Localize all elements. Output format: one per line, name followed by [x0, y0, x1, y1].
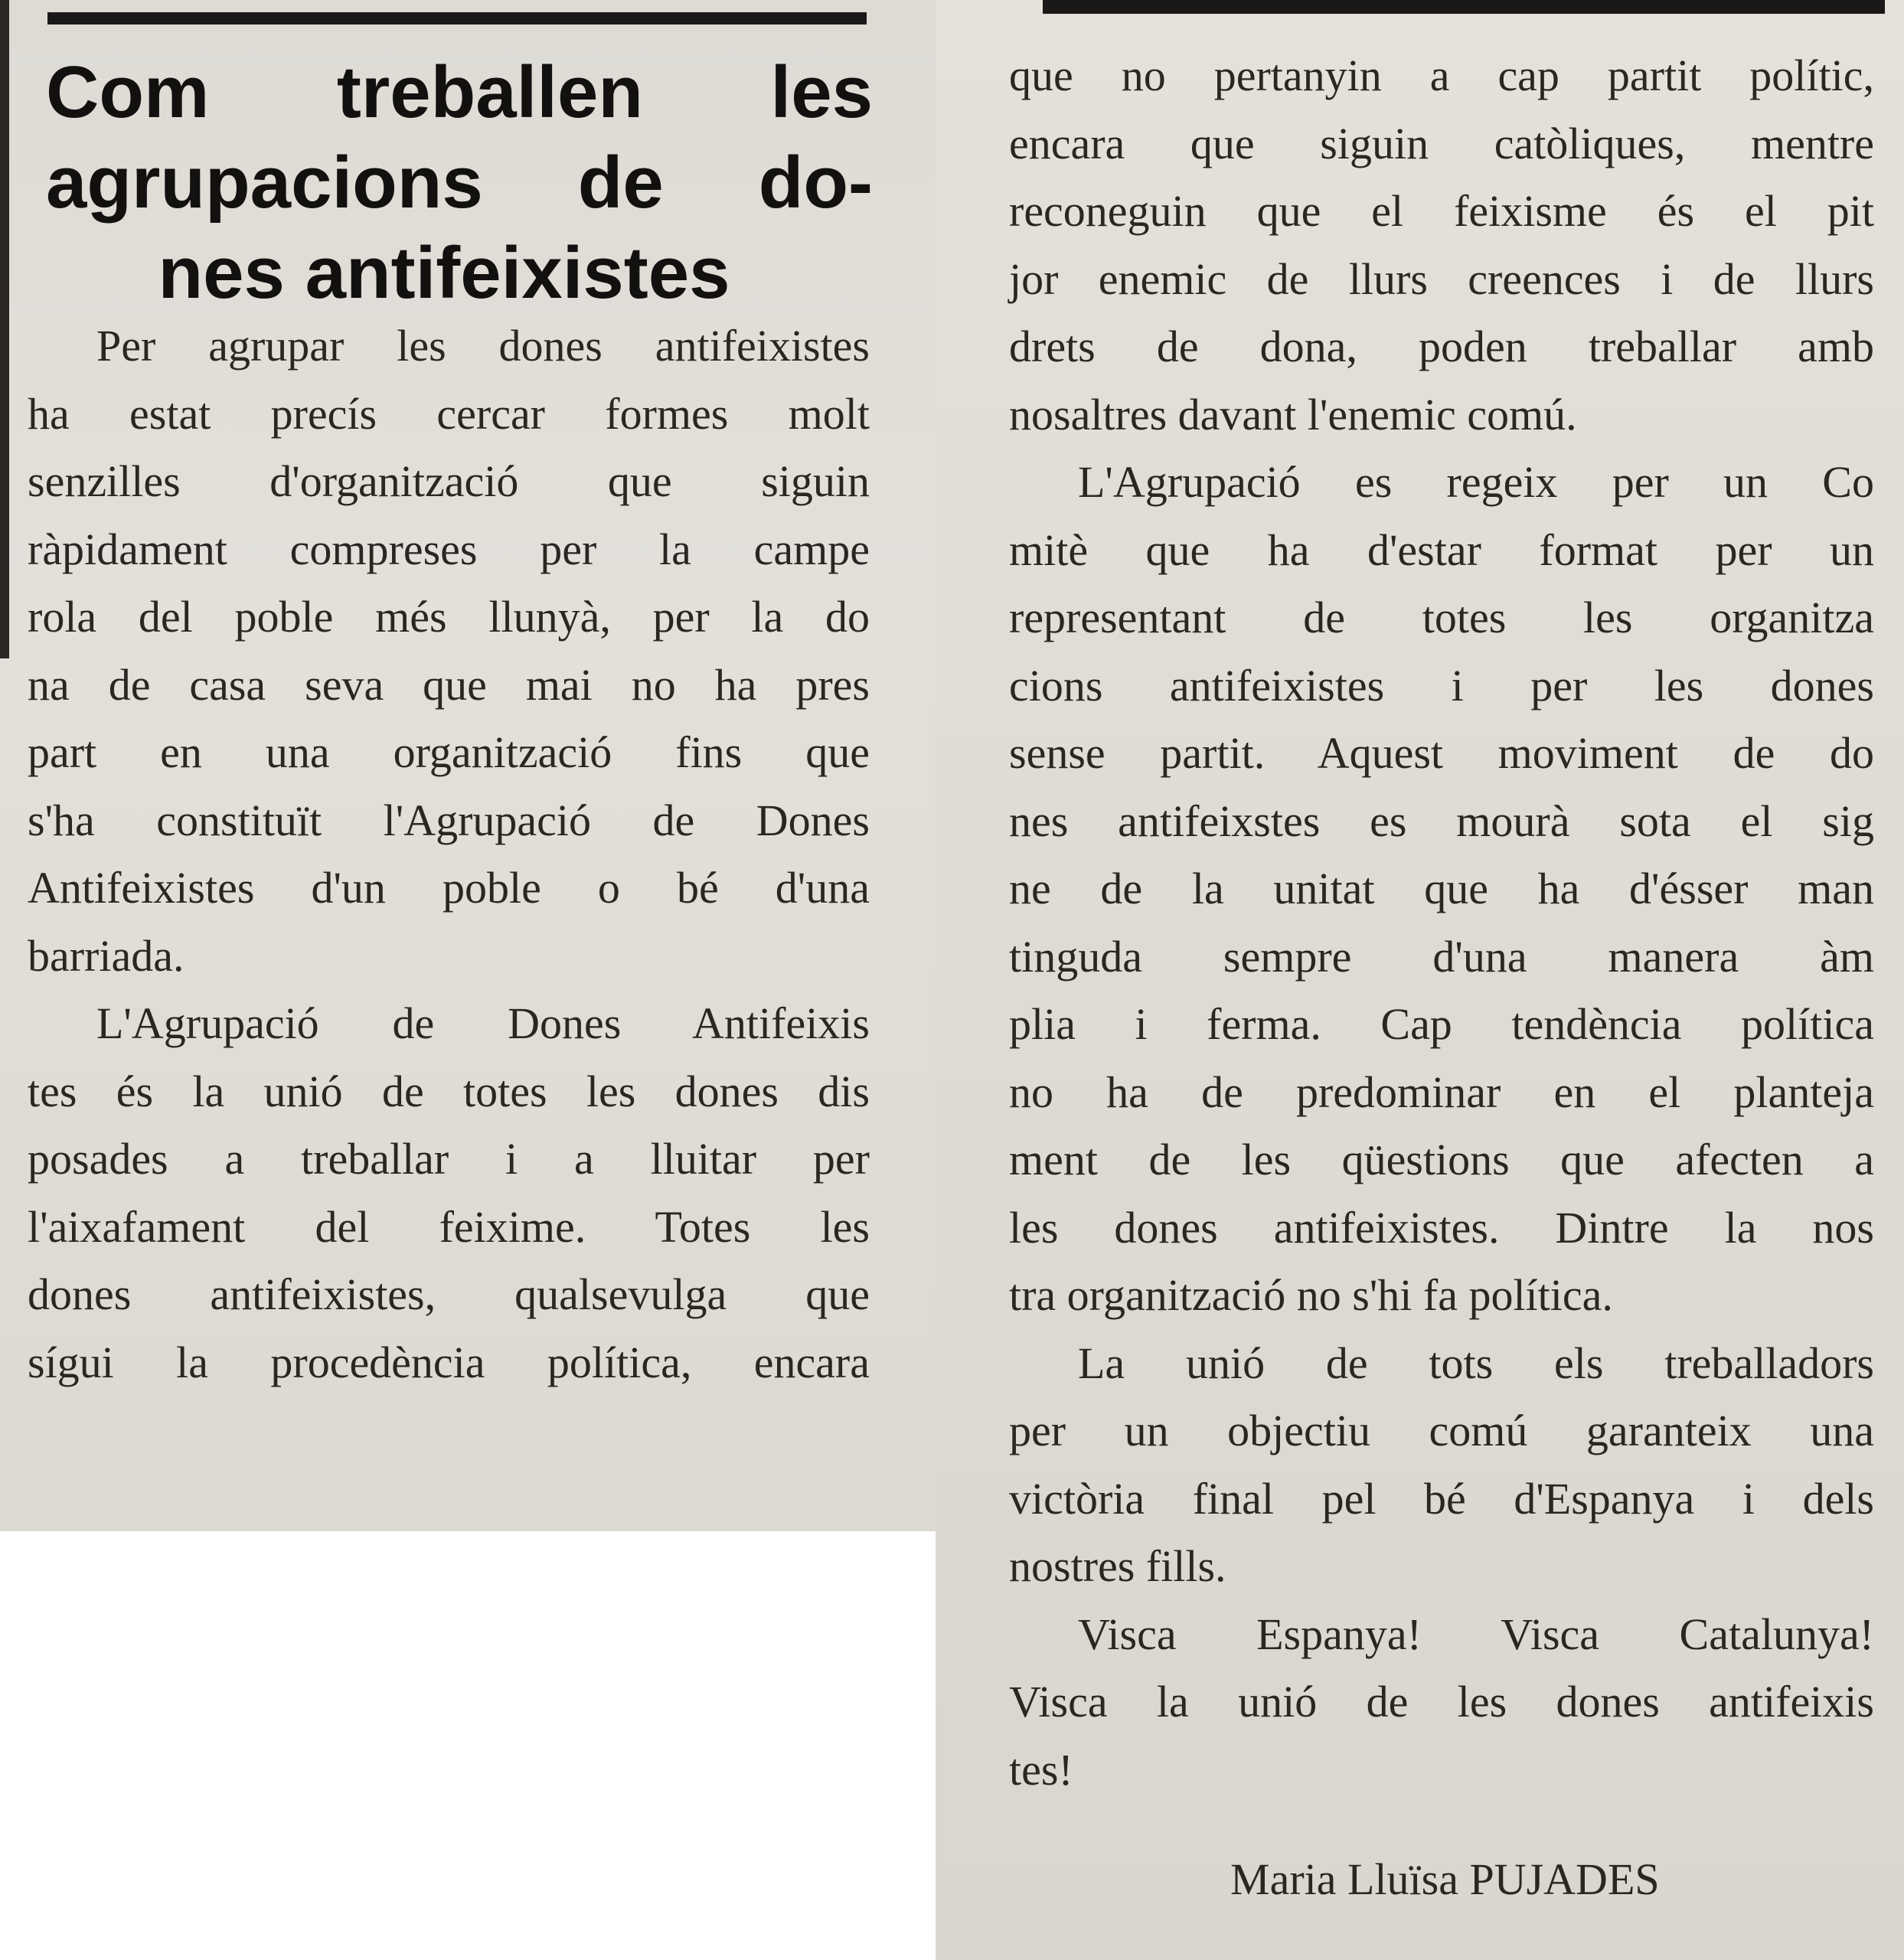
text-line: nes antifeixstes es mourà sota el sig — [1009, 795, 1874, 846]
text-line: s'ha constituït l'Agrupació de Dones — [28, 795, 870, 845]
text-line: Visca Espanya! Visca Catalunya! — [1078, 1609, 1874, 1659]
text-line: senzilles d'organització que siguin — [28, 456, 870, 506]
text-line: La unió de tots els treballadors — [1078, 1338, 1874, 1388]
headline-line: agrupacions de do- — [46, 142, 873, 224]
article-headline — [46, 47, 873, 318]
text-line: Per agrupar les dones antifeixistes — [96, 321, 870, 371]
text-line: part en una organització fins que — [28, 727, 870, 777]
text-line: drets de dona, poden treballar amb — [1009, 322, 1874, 371]
left-column-body — [28, 312, 870, 1396]
text-line: l'aixafament del feixime. Totes les — [28, 1201, 870, 1252]
text-line: no ha de predominar en el planteja — [1009, 1067, 1874, 1117]
top-rule-left — [47, 12, 867, 24]
text-line: victòria final pel bé d'Espanya i dels — [1009, 1473, 1874, 1524]
headline-line: nes antifeixistes — [158, 232, 730, 314]
text-line: que no pertanyin a cap partit polític, — [1009, 51, 1874, 100]
text-line: dones antifeixistes, qualsevulga que — [28, 1269, 870, 1319]
text-line: na de casa seva que mai no ha pres — [28, 659, 870, 710]
text-line: ràpidament compreses per la campe — [28, 524, 870, 574]
text-line: L'Agrupació de Dones Antifeixis — [96, 998, 870, 1048]
text-line: per un objectiu comú garanteix una — [1009, 1406, 1874, 1455]
text-line: tinguda sempre d'una manera àm — [1009, 931, 1874, 982]
text-line: tes! — [1009, 1744, 1073, 1795]
top-rule-right — [1043, 0, 1885, 14]
text-line: ment de les qüestions que afecten a — [1009, 1135, 1874, 1184]
text-line: encara que siguin catòliques, mentre — [1009, 118, 1874, 168]
text-line: jor enemic de llurs creences i de llurs — [1009, 253, 1874, 304]
text-line: tes és la unió de totes les dones dis — [28, 1066, 870, 1116]
text-line: nosaltres davant l'enemic comú. — [1009, 389, 1577, 439]
text-line: ha estat precís cercar formes molt — [28, 388, 870, 439]
text-line: Antifeixistes d'un poble o bé d'una — [28, 863, 870, 913]
text-line: reconeguin que el feixisme és el pit — [1009, 186, 1874, 236]
headline-line: Com treballen les — [46, 51, 873, 133]
text-line: representant de totes les organitza — [1009, 593, 1874, 642]
text-line: tra organització no s'hi fa política. — [1009, 1270, 1613, 1320]
text-line: barriada. — [28, 930, 185, 981]
text-line: sígui la procedència política, encara — [28, 1337, 870, 1387]
left-column-clipping — [0, 0, 938, 1531]
text-line: les dones antifeixistes. Dintre la nos — [1009, 1202, 1874, 1253]
text-line: cions antifeixistes i per les dones — [1009, 660, 1874, 710]
author-signature: Maria Lluïsa PUJADES — [1230, 1854, 1660, 1904]
left-vertical-rule — [0, 0, 9, 658]
text-line: ne de la unitat que ha d'ésser man — [1009, 864, 1874, 913]
text-line: mitè que ha d'estar format per un — [1009, 524, 1874, 575]
text-line: posades a treballar i a lluitar per — [28, 1134, 870, 1184]
right-column-body — [1009, 42, 1874, 1804]
text-line: sense partit. Aquest moviment de do — [1009, 728, 1874, 778]
text-line: nostres fills. — [1009, 1541, 1226, 1591]
text-line: Visca la unió de les dones antifeixis — [1009, 1677, 1874, 1726]
text-line: rola del poble més llunyà, per la do — [28, 592, 870, 642]
text-line: L'Agrupació es regeix per un Co — [1078, 457, 1874, 507]
right-column-clipping — [936, 0, 1904, 1960]
text-line: plia i ferma. Cap tendència política — [1009, 999, 1874, 1049]
